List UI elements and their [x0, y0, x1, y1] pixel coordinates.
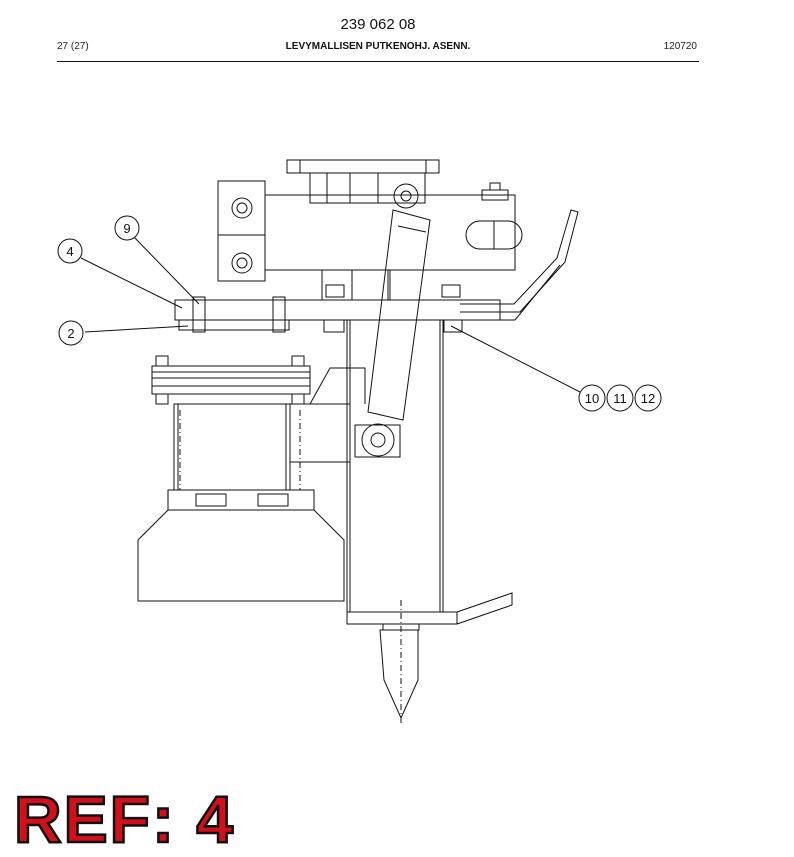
callout-4-label: 4: [66, 244, 74, 259]
callout-2: [59, 321, 83, 345]
upper-clamp-block: [218, 181, 522, 281]
callout-4: [58, 239, 82, 263]
callout-10-label: 10: [584, 391, 600, 406]
callout-12: [635, 385, 661, 411]
page-count: 27 (27): [57, 41, 89, 52]
top-mounting-plate: [287, 160, 439, 203]
leader-9: [133, 236, 199, 304]
leader-4: [81, 258, 182, 308]
callout-12-label: 12: [640, 391, 656, 406]
callout-9: [115, 216, 139, 240]
document-number: 239 062 08: [340, 16, 416, 33]
leader-10-11-12: [451, 326, 580, 392]
document-title: LEVYMALLISEN PUTKENOHJ. ASENN.: [285, 41, 471, 52]
callout-10: [579, 385, 605, 411]
callout-11: [607, 385, 633, 411]
motor-assembly: [138, 356, 365, 601]
leader-2: [85, 326, 188, 332]
main-tube: [347, 320, 512, 624]
date-code: 120720: [663, 41, 697, 52]
callout-2-label: 2: [67, 326, 75, 341]
callout-11-label: 11: [613, 391, 627, 406]
ref-label: REF: 4: [14, 782, 236, 856]
callout-9-label: 9: [123, 221, 131, 236]
center-body: [175, 270, 500, 332]
drill-point: [380, 624, 419, 718]
